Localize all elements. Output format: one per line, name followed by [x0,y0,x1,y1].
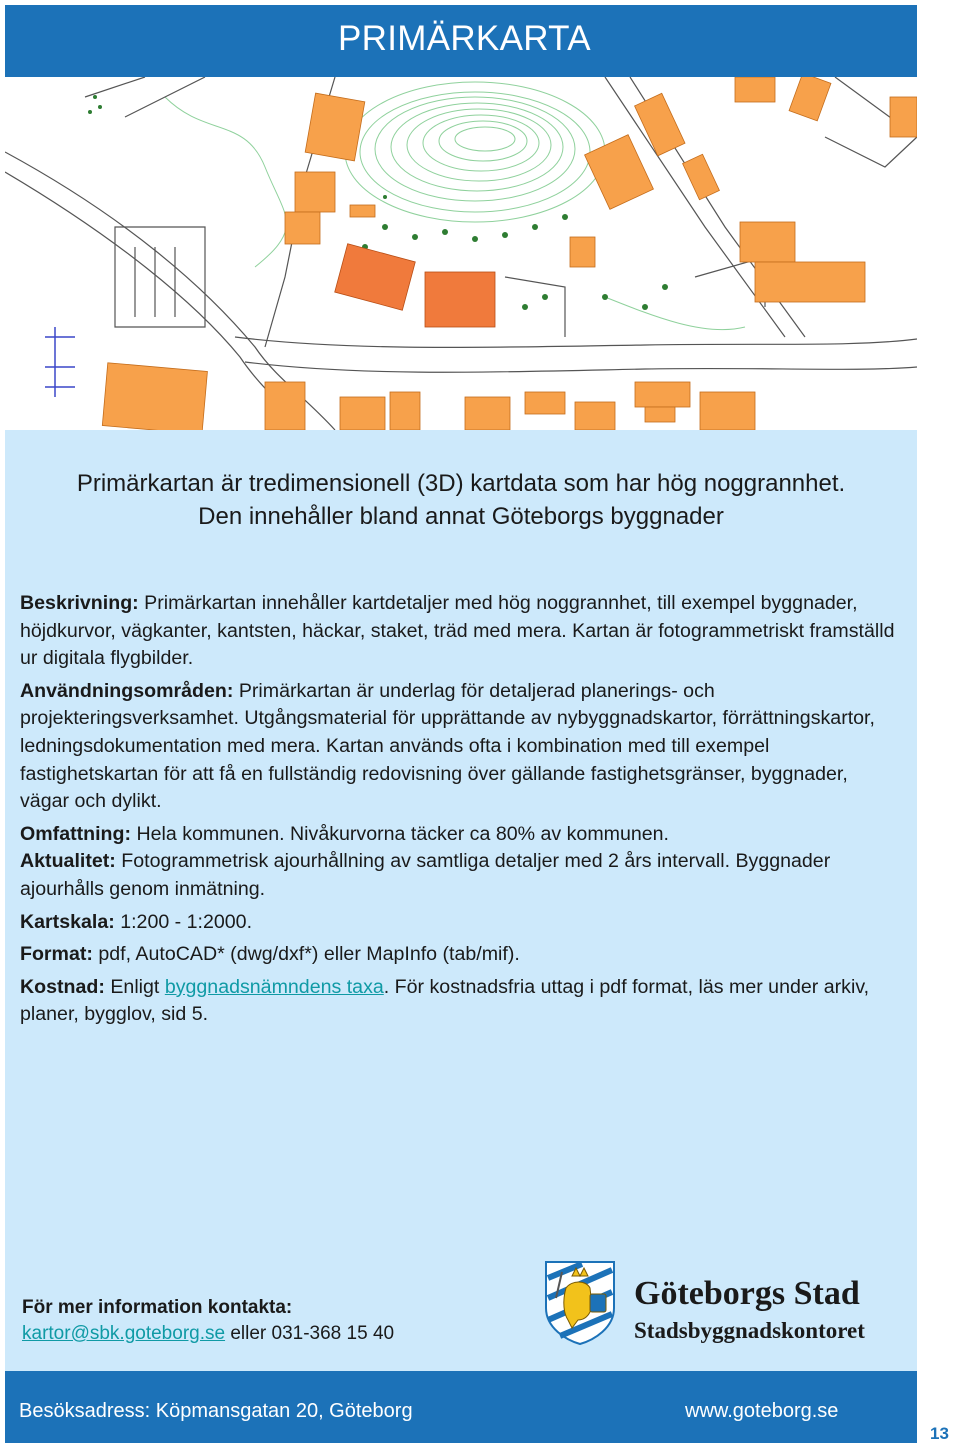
kartskala-label: Kartskala: [20,910,115,933]
intro-line-2: Den innehåller bland annat Göteborgs byggnader [198,503,724,530]
page-title: PRIMÄRKARTA [338,19,591,58]
intro-line-1: Primärkartan är tredimensionell (3D) kartdata som har hög noggrannhet. [76,470,846,497]
logo-name: Göteborgs Stad [634,1275,860,1312]
aktualitet-paragraph [20,848,900,903]
anvandning-label: Användningsområden: [20,679,234,702]
kostnad-paragraph [20,974,900,1029]
logo-department: Stadsbyggnadskontoret [634,1318,865,1343]
anvandning-paragraph [20,678,900,816]
map-illustration [5,77,917,430]
anvandning-text: Primärkartan är underlag för detaljerad planerings- och projekteringsverksamhet. Utgångsmaterial för upprättande av nybyggnadskartor, förrättningskartor, ledningsdokumentation med mera. Kartan används ofta i kombination med till exempel fastighetskartan för att få en fullständig redovisning över gällande fastighetsgränser, byggnader, vägar och dylikt. [20,679,875,813]
phone-text: eller 031-368 15 40 [225,1323,395,1344]
goteborgs-stad-logo [542,1258,902,1348]
description-section [20,590,900,1034]
format-paragraph [20,941,900,969]
beskrivning-paragraph [20,590,900,673]
omfattning-paragraph [20,821,900,849]
visiting-address: Besöksadress: Köpmansgatan 20, Göteborg [19,1400,413,1422]
contact-block [22,1295,394,1347]
taxa-link[interactable]: byggnadsnämndens taxa [164,975,384,998]
kostnad-label: Kostnad: [20,975,105,998]
primary-map-svg [5,77,917,430]
website-link[interactable]: www.goteborg.se [685,1400,839,1422]
omfattning-text: Hela kommunen. Nivåkurvorna täcker ca 80% av kommunen. [131,822,669,845]
logo-svg [542,1258,902,1348]
page-number: 13 [930,1424,949,1443]
kartskala-paragraph [20,909,900,937]
beskrivning-label: Beskrivning: [20,592,139,614]
aktualitet-text: Fotogrammetrisk ajourhållning av samtliga detaljer med 2 års intervall. Byggnader ajourhålls genom inmätning. [20,850,831,900]
info-card [5,5,917,1443]
format-text: pdf, AutoCAD* (dwg/dxf*) eller MapInfo (tab/mif). [92,943,520,966]
kartskala-text: 1:200 - 1:2000. [114,910,253,933]
page-header [5,5,917,77]
intro-text [5,467,917,533]
page-footer [5,1371,917,1443]
omfattning-label: Omfattning: [20,822,132,845]
beskrivning-text: Primärkartan innehåller kartdetaljer med hög noggrannhet, till exempel byggnader, höjdkurvor, vägkanter, kantsten, häckar, staket, träd med mera. Kartan är fotogrammetriskt framställd ur digitala flygbilder. [20,592,895,670]
contact-heading: För mer information kontakta: [22,1297,293,1318]
format-label: Format: [20,943,93,966]
aktualitet-label: Aktualitet: [20,850,116,873]
contact-line [22,1321,394,1347]
kostnad-post: . För kostnadsfria uttag i pdf format, läs mer under arkiv, planer, bygglov, sid 5. [20,975,870,1026]
email-link[interactable]: kartor@sbk.goteborg.se [22,1323,226,1344]
kostnad-pre: Enligt [104,975,165,998]
